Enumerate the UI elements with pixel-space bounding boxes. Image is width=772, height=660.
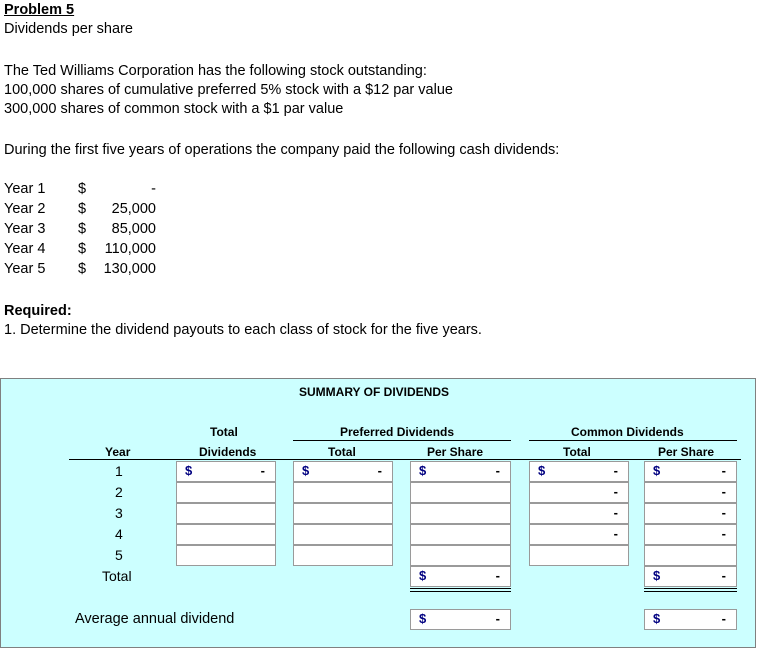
currency-symbol: $ <box>419 611 427 626</box>
dash-value: - <box>721 526 726 541</box>
dividends-intro: During the first five years of operations the company paid the following cash dividends: <box>4 142 560 158</box>
dash-value: - <box>721 611 726 626</box>
list-item-year: Year 5 <box>4 261 46 277</box>
currency-symbol: $ <box>538 463 546 478</box>
common-total-year-5[interactable] <box>529 545 629 566</box>
col-common-group: Common Dividends <box>571 425 684 439</box>
dash-value: - <box>613 526 618 541</box>
dash-value: - <box>613 463 618 478</box>
common-group-rule <box>529 440 737 441</box>
common-total-year-1[interactable] <box>529 461 629 482</box>
list-item-currency: $ <box>78 241 87 257</box>
preferred-total-double-rule <box>410 591 511 592</box>
dash-value: - <box>495 611 500 626</box>
intro-line-3: 300,000 shares of common stock with a $1 par value <box>4 101 344 117</box>
dash-value: - <box>721 568 726 583</box>
preferred-total-year-4[interactable] <box>293 524 393 545</box>
year-label: 4 <box>115 526 123 542</box>
list-item-year: Year 3 <box>4 221 46 237</box>
preferred-per-share-year-4[interactable] <box>410 524 511 545</box>
dash-value: - <box>613 484 618 499</box>
currency-symbol: $ <box>302 463 310 478</box>
dash-value: - <box>721 484 726 499</box>
list-item-currency: $ <box>78 201 87 217</box>
currency-symbol: $ <box>653 568 661 583</box>
common-per-share-year-4[interactable] <box>644 524 737 545</box>
list-item-currency: $ <box>78 261 87 277</box>
required-heading: Required: <box>4 303 72 319</box>
preferred-per-share-year-2[interactable] <box>410 482 511 503</box>
list-item-year: Year 1 <box>4 181 46 197</box>
common-total-year-3[interactable] <box>529 503 629 524</box>
year-label: 3 <box>115 505 123 521</box>
total-dividends-year-3[interactable] <box>176 503 276 524</box>
common-per-share-average[interactable] <box>644 609 737 630</box>
dash-value: - <box>721 505 726 520</box>
common-per-share-year-5[interactable] <box>644 545 737 566</box>
col-pref-per-share: Per Share <box>427 445 484 459</box>
dash-value: - <box>377 463 382 478</box>
list-item-amount: 110,000 <box>104 241 156 257</box>
dash-value: - <box>613 505 618 520</box>
common-per-share-year-1[interactable] <box>644 461 737 482</box>
total-dividends-year-4[interactable] <box>176 524 276 545</box>
dash-value: - <box>721 463 726 478</box>
year-label: 1 <box>115 463 123 479</box>
summary-title: SUMMARY OF DIVIDENDS <box>299 385 450 399</box>
col-total-bottom: Dividends <box>199 445 257 459</box>
common-per-share-year-2[interactable] <box>644 482 737 503</box>
list-item-year: Year 2 <box>4 201 46 217</box>
list-item-currency: $ <box>78 181 87 197</box>
col-common-total: Total <box>563 445 591 459</box>
intro-line-2: 100,000 shares of cumulative preferred 5% stock with a $12 par value <box>4 82 453 98</box>
dash-value: - <box>495 463 500 478</box>
common-total-rule <box>644 588 737 589</box>
total-row-label: Total <box>102 568 132 584</box>
total-dividends-year-1[interactable] <box>176 461 276 482</box>
intro-line-1: The Ted Williams Corporation has the following stock outstanding: <box>4 63 427 79</box>
col-total-top: Total <box>210 425 238 439</box>
problem-title: Problem 5 <box>4 2 75 18</box>
summary-panel <box>0 378 756 648</box>
year-label: 2 <box>115 484 123 500</box>
dash-value: - <box>495 568 500 583</box>
preferred-per-share-average[interactable] <box>410 609 511 630</box>
common-per-share-total[interactable] <box>644 566 737 587</box>
preferred-per-share-year-5[interactable] <box>410 545 511 566</box>
currency-symbol: $ <box>653 611 661 626</box>
required-item-1: 1. Determine the dividend payouts to each class of stock for the five years. <box>4 322 482 338</box>
total-dividends-year-2[interactable] <box>176 482 276 503</box>
currency-symbol: $ <box>419 463 427 478</box>
total-dividends-year-5[interactable] <box>176 545 276 566</box>
header-rule <box>69 459 741 460</box>
problem-subtitle: Dividends per share <box>4 21 133 37</box>
col-pref-total: Total <box>328 445 356 459</box>
preferred-total-year-2[interactable] <box>293 482 393 503</box>
col-preferred-group: Preferred Dividends <box>340 425 455 439</box>
preferred-group-rule <box>293 440 511 441</box>
currency-symbol: $ <box>419 568 427 583</box>
preferred-per-share-total[interactable] <box>410 566 511 587</box>
list-item-amount: - <box>151 181 156 197</box>
list-item-year: Year 4 <box>4 241 46 257</box>
common-per-share-year-3[interactable] <box>644 503 737 524</box>
common-total-year-4[interactable] <box>529 524 629 545</box>
dash-value: - <box>260 463 265 478</box>
list-item-currency: $ <box>78 221 87 237</box>
common-total-double-rule <box>644 591 737 592</box>
preferred-total-year-5[interactable] <box>293 545 393 566</box>
col-common-per-share: Per Share <box>658 445 715 459</box>
currency-symbol: $ <box>185 463 193 478</box>
preferred-per-share-year-3[interactable] <box>410 503 511 524</box>
year-label: 5 <box>115 547 123 563</box>
preferred-total-year-3[interactable] <box>293 503 393 524</box>
preferred-total-year-1[interactable] <box>293 461 393 482</box>
common-total-year-2[interactable] <box>529 482 629 503</box>
list-item-amount: 130,000 <box>103 261 156 277</box>
col-year: Year <box>105 445 131 459</box>
list-item-amount: 25,000 <box>111 201 156 217</box>
currency-symbol: $ <box>653 463 661 478</box>
average-annual-dividend-label: Average annual dividend <box>75 611 235 627</box>
list-item-amount: 85,000 <box>111 221 156 237</box>
preferred-per-share-year-1[interactable] <box>410 461 511 482</box>
preferred-total-rule <box>410 588 511 589</box>
